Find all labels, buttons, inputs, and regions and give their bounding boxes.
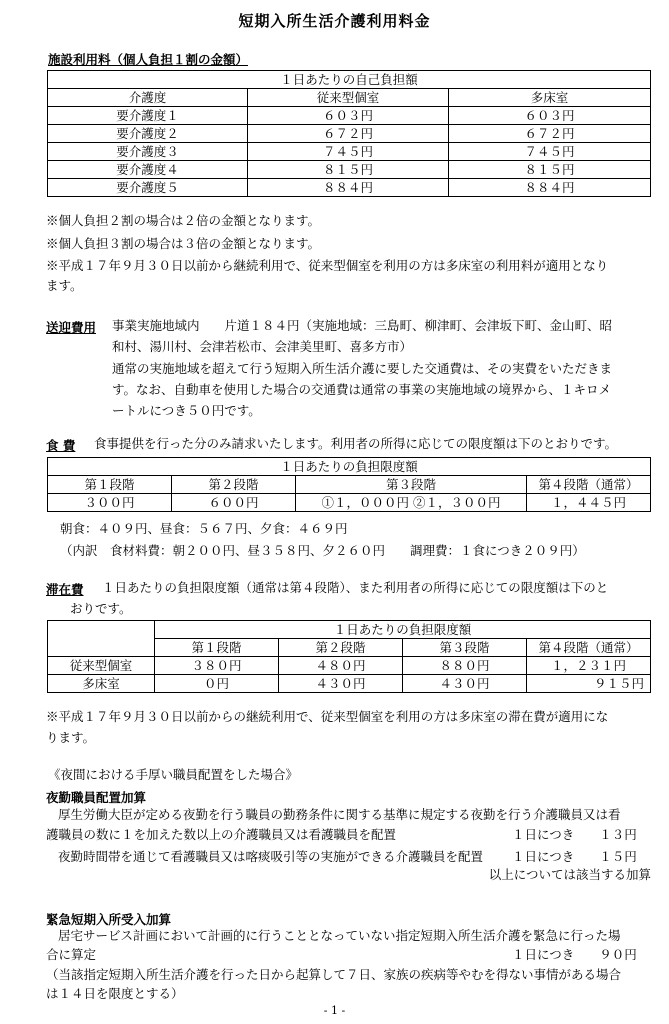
transport-line: ートルにつき５０円です。 [112,403,261,418]
night-amount: １日につき １３円 [512,827,637,842]
meal-prices: 朝食：４０９円、昼食：５６７円、夕食：４６９円 [60,521,348,536]
table-cell: ０円 [155,675,279,693]
table-cell: ６７２円 [248,125,449,143]
facility-note: ※平成１７年９月３０日以前から継続利用で、従来型個室を利用の方は多床室の利用料が適用となり [46,258,609,273]
emergency-amount: １日につき ９０円 [512,947,637,962]
night-bracket-title: 《夜間における手厚い職員配置をした場合》 [48,767,299,782]
table-cell: ８１５円 [449,161,651,179]
night-line: 以上については該当する加算 [488,867,651,882]
stay-intro: おりです。 [70,601,132,616]
emergency-line: 居宅サービス計画において計画的に行うこととなっていない指定短期入所生活介護を緊急に行った場 [58,928,621,943]
meals-col-header: 第４段階（通常） [527,476,651,494]
stay-col-header: 第３段階 [403,639,527,657]
table-cell: ８８４円 [248,179,449,197]
facility-note: ます。 [46,278,83,293]
table-cell: ６０３円 [449,107,651,125]
table-cell: 要介護度５ [48,179,248,197]
meals-col-header: 第１段階 [48,476,172,494]
table-cell: １，４４５円 [527,494,651,512]
facility-note: ※個人負担２割の場合は２倍の金額となります。 [46,213,321,228]
table-cell: 要介護度３ [48,143,248,161]
table-cell: 要介護度２ [48,125,248,143]
stay-row-label: 多床室 [48,675,155,693]
night-amount: １日につき １５円 [512,849,637,864]
stay-note: ります。 [46,730,96,745]
facility-col-header: 多床室 [449,89,651,107]
stay-col-header: 第２段階 [279,639,403,657]
facility-col-header: 従来型個室 [248,89,449,107]
transport-heading: 送迎費用 [46,320,97,335]
meals-table-caption: １日あたりの負担限度額 [48,458,651,476]
transport-line: 通常の実施地域を超えて行う短期入所生活介護に要した交通費は、その実費をいただきま [112,361,613,376]
table-cell: 要介護度４ [48,161,248,179]
table-cell: ①１，０００円 ②１，３００円 [296,494,527,512]
emergency-line: は１４日を限度とする） [46,986,184,1001]
meals-col-header: 第３段階 [296,476,527,494]
table-cell: ６０３円 [248,107,449,125]
facility-fee-table [47,70,651,197]
stay-corner-cell [48,621,155,657]
facility-note: ※個人負担３割の場合は３倍の金額となります。 [46,236,321,251]
stay-limit-table [47,620,651,693]
meal-limit-table [47,457,651,512]
emergency-line: （当該指定短期入所生活介護を行った日から起算して７日、家族の疾病等やむを得ない事情がある場合 [46,967,622,982]
night-heading: 夜勤職員配置加算 [46,790,147,805]
table-cell: ３００円 [48,494,172,512]
stay-heading: 滞在費 [46,582,84,597]
page-title: 短期入所生活介護利用料金 [238,12,431,30]
table-cell: ６７２円 [449,125,651,143]
table-cell: ７４５円 [248,143,449,161]
stay-table-caption: １日あたりの負担限度額 [155,621,651,639]
table-cell: ６００円 [172,494,296,512]
facility-table-caption: １日あたりの自己負担額 [48,71,651,89]
table-cell: ４８０円 [279,657,403,675]
stay-intro: １日あたりの負担限度額（通常は第４段階）、また利用者の所得に応じての限度額は下のと [102,580,609,595]
page-number: - 1 - [323,1004,346,1017]
table-cell: ８１５円 [248,161,449,179]
table-cell: ３８０円 [155,657,279,675]
night-line: 夜勤時間帯を通じて看護職員又は喀痰吸引等の実施ができる介護職員を配置 [58,849,484,864]
transport-line: 事業実施地域内 片道１８４円（実施地域：三島町、柳津町、会津坂下町、金山町、昭 [112,318,613,333]
meal-breakdown: （内訳 食材料費：朝２００円、昼３５８円、夕２６０円 調理費：１食につき２０９円） [60,543,585,558]
stay-col-header: 第１段階 [155,639,279,657]
night-line: 護職員の数に１を加えた数以上の介護職員又は看護職員を配置 [46,827,397,842]
night-line: 厚生労働大臣が定める夜勤を行う職員の勤務条件に関する基準に規定する夜勤を行う介護職員又は看 [58,807,621,822]
transport-line: 和村、湯川村、会津若松市、会津美里町、喜多方市） [112,339,413,354]
facility-heading: 施設利用料（個人負担１割の金額） [48,52,249,67]
meals-col-header: 第２段階 [172,476,296,494]
stay-note: ※平成１７年９月３０日以前からの継続利用で、従来型個室を利用の方は多床室の滞在費が適用にな [46,709,609,724]
meals-intro: 食事提供を行った分のみ請求いたします。利用者の所得に応じての限度額は下のとおりです。 [94,436,618,451]
emergency-heading: 緊急短期入所受入加算 [46,912,172,927]
table-cell: ８８４円 [449,179,651,197]
emergency-line: 合に算定 [46,947,97,962]
meals-heading: 食 費 [46,438,76,453]
table-cell: ４３０円 [403,675,527,693]
table-cell: ９１５円 [527,675,651,693]
stay-row-label: 従来型個室 [48,657,155,675]
facility-col-header: 介護度 [48,89,248,107]
table-cell: ７４５円 [449,143,651,161]
table-cell: ４３０円 [279,675,403,693]
table-cell: 要介護度１ [48,107,248,125]
table-cell: ８８０円 [403,657,527,675]
stay-col-header: 第４段階（通常） [527,639,651,657]
transport-line: す。なお、自動車を使用した場合の交通費は通常の事業の実施地域の境界から、１キロメ [112,382,612,397]
table-cell: １，２３１円 [527,657,651,675]
